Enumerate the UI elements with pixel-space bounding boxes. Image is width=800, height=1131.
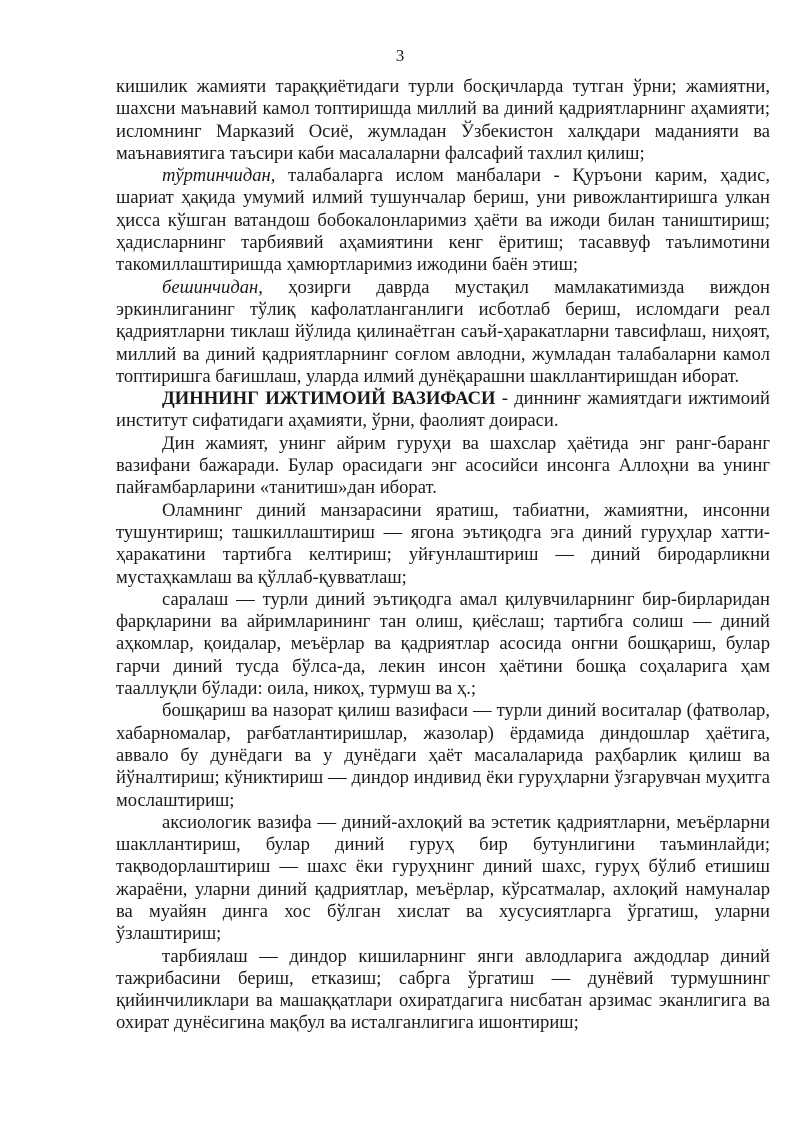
paragraph xyxy=(116,589,770,700)
paragraph-text: бошқариш ва назорат қилиш вазифаси — турли диний воситалар (фатволар, хабарномалар, рағбатлантиришлар, жазолар) ёрдамида диндошлар ҳаётига, аввало бу дунёдаги ва у дунёдаги ҳаёт масалаларида раҳбарлик қилиш ва йўналтириш; кўниктириш — диндор индивид ёки гуруҳларни ўзгарувчан муҳитга мослаштириш; xyxy=(116,700,770,811)
paragraph-text: кишилик жамияти тараққиётидаги турли босқичларда тутган ўрни; жамиятни, шахсни маънавий камол топтиришда миллий ва диний қадриятларнинг аҳамияти; исломнинг Марказий Осиё, жумладан Ўзбекистон халқдари маданияти ва маънавиятига таъсири каби масалаларни фалсафий тахлил қилиш; xyxy=(116,76,770,164)
paragraph-lead-italic: тўртинчидан, xyxy=(162,165,276,187)
paragraph xyxy=(116,388,770,433)
paragraph xyxy=(116,700,770,811)
paragraph-text: саралаш — турли диний эътиқодга амал қилувчиларнинг бир-бирларидан фарқларини ва айримларининг тан олиш, қиёслаш; тартибга солиш — диний аҳкомлар, қоидалар, меъёрлар ва қадриятлар асосида онгни бошқариш, булар гарчи диний тусда бўлса-да, лекин инсон ҳаётини бошқа соҳаларига ҳам тааллуқли бўлади: оила, никоҳ, турмуш ва ҳ.; xyxy=(116,588,770,700)
page-number: 3 xyxy=(395,46,405,65)
paragraph-text: тарбиялаш — диндор кишиларнинг янги авлодларига аждодлар диний тажрибасини бериш, етказиш; сабрга ўргатиш — дунёвий турмушнинг қийинчиликлари ва машаққатлари охиратдагига нисбатан арзимас эканлигига ва охират дунёсигина мақбул ва исталганлигига ишонтириш; xyxy=(116,945,770,1034)
paragraph xyxy=(116,277,770,388)
paragraph-text: аксиологик вазифа — диний-ахлоқий ва эстетик қадриятларни, меъёрларни шакллантириш, булар диний гуруҳ бир бутунлигини таъминлайди; тақводорлаштириш — шахс ёки гуруҳнинг диний шахс, гуруҳ бўлиб етишиш жараёни, уларни диний қадриятлар, меъёрлар, кўрсатмалар, ахлоқий намуналар ва муайян динга хос бўлган хислат ва хусусиятларга ўргатиш, уларни ўзлаштириш; xyxy=(116,811,770,945)
paragraph-text: - диннинғ жамиятдаги ижтимоий институт сифатидаги аҳамияти, ўрни, фаолият доираси. xyxy=(116,388,770,432)
document-body xyxy=(116,76,770,1035)
paragraph xyxy=(116,812,770,946)
paragraph-text: Оламнинг диний манзарасини яратиш, табиатни, жамиятни, инсонни тушунтириш; ташкиллаштириш — ягона эътиқодга эга диний гуруҳлар хатти-ҳаракатини тартибга келтириш; уйғунлаштириш — диний биродарликни мустаҳкамлаш ва қўллаб-қувватлаш; xyxy=(116,499,770,588)
paragraph xyxy=(116,500,770,589)
section-heading: ДИННИНГ ИЖТИМОИЙ ВАЗИФАСИ xyxy=(162,388,496,410)
paragraph-text: ҳозирги даврда мустақил мамлакатимизда виждон эркинлиганинг тўлиқ кафолатланганлиги исботлаб бериш, исломдаги реал қадриятларни тиклаш йўлида қилинаётган саъй-ҳаракатларни тавсифлаш, ниҳоят, миллий ва диний қадриятларнинг соғлом авлодни, жумладан талабаларни камол топтиришга бағишлаш, уларда илмий дунёқарашни шакллантиришдан иборат. xyxy=(116,276,770,387)
paragraph xyxy=(116,165,770,276)
paragraph-lead-italic: бешинчидан, xyxy=(162,276,263,298)
paragraph-text: Дин жамият, унинг айрим гуруҳи ва шахслар ҳаётида энг ранг-баранг вазифани бажаради. Булар орасидаги энг асосийси инсонга Аллоҳни ва унинг пайғамбарларини «танитиш»дан иборат. xyxy=(116,432,770,499)
paragraph-text: талабаларга ислом манбалари - Қуръони карим, ҳадис, шариат ҳақида умумий илмий тушунчалар бериш, уни ривожлантиришга улкан ҳисса кўшган ватандош бобокалонларимиз ҳаёти ва ижоди билан таништириш; ҳадисларнинг тарбиявий аҳамиятини кенг ёритиш; тасаввуф таълимотини такомиллаштиришда ҳамюртларимиз ижодини баён этиш; xyxy=(116,165,770,276)
paragraph xyxy=(116,433,770,500)
paragraph xyxy=(116,76,770,165)
paragraph xyxy=(116,946,770,1035)
